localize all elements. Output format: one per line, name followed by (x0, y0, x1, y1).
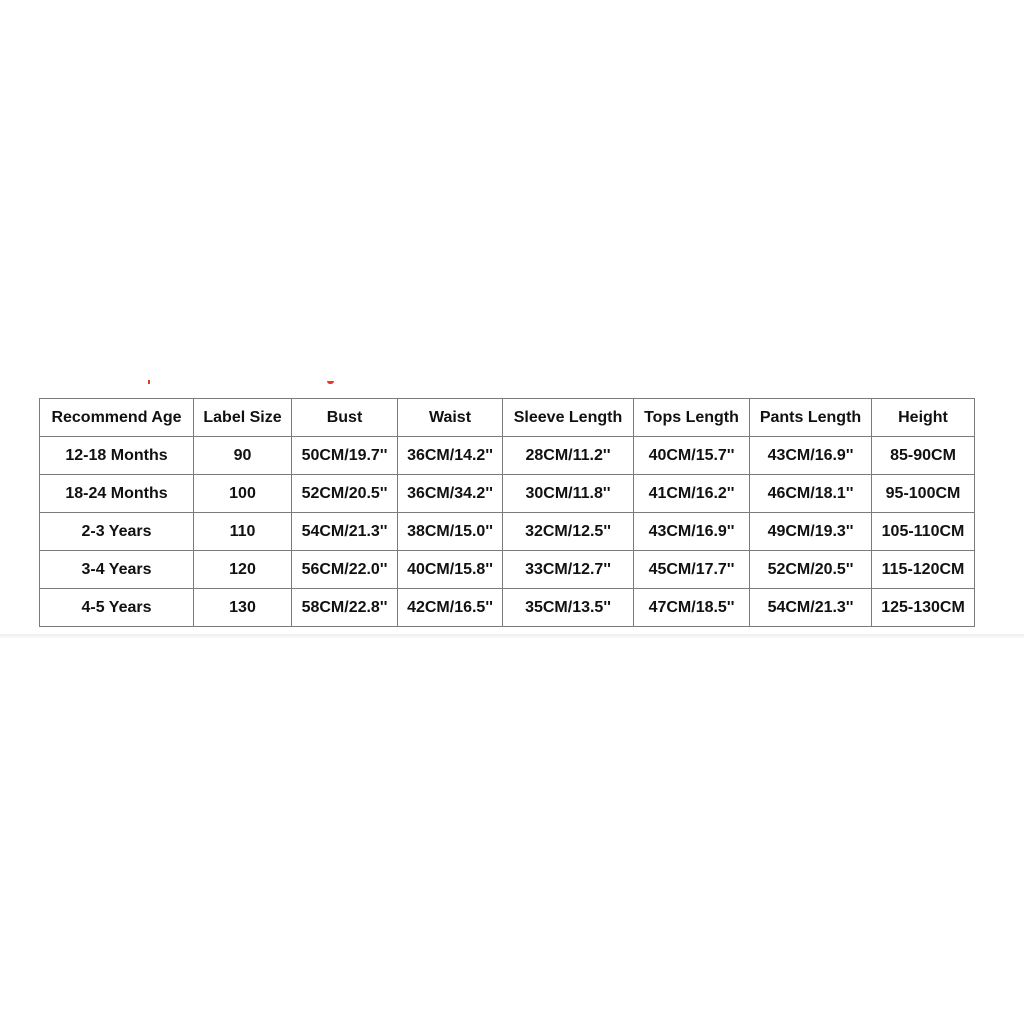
table-cell: 85-90CM (872, 437, 975, 475)
table-cell: 38CM/15.0'' (398, 513, 503, 551)
table-cell: 40CM/15.8'' (398, 551, 503, 589)
table-cell: 47CM/18.5'' (634, 589, 750, 627)
table-cell: 12-18 Months (40, 437, 194, 475)
header-cell: Waist (398, 399, 503, 437)
table-cell: 33CM/12.7'' (503, 551, 634, 589)
table-cell: 130 (194, 589, 292, 627)
table-cell: 54CM/21.3'' (750, 589, 872, 627)
table-cell: 45CM/17.7'' (634, 551, 750, 589)
header-cell: Label Size (194, 399, 292, 437)
header-cell: Bust (292, 399, 398, 437)
table-cell: 18-24 Months (40, 475, 194, 513)
table-cell: 125-130CM (872, 589, 975, 627)
table-cell: 110 (194, 513, 292, 551)
table-cell: 58CM/22.8'' (292, 589, 398, 627)
table-row (40, 437, 975, 475)
table-cell: 100 (194, 475, 292, 513)
table-row (40, 475, 975, 513)
header-cell: Sleeve Length (503, 399, 634, 437)
red-text-fragment (148, 380, 150, 384)
table-cell: 36CM/14.2'' (398, 437, 503, 475)
table-cell: 36CM/34.2'' (398, 475, 503, 513)
table-cell: 3-4 Years (40, 551, 194, 589)
table-cell: 35CM/13.5'' (503, 589, 634, 627)
table-cell: 30CM/11.8'' (503, 475, 634, 513)
page-divider (0, 634, 1024, 638)
header-cell: Height (872, 399, 975, 437)
table-cell: 54CM/21.3'' (292, 513, 398, 551)
table-cell: 4-5 Years (40, 589, 194, 627)
table-cell: 40CM/15.7'' (634, 437, 750, 475)
table-cell: 90 (194, 437, 292, 475)
header-row (40, 399, 975, 437)
table-cell: 115-120CM (872, 551, 975, 589)
table-cell: 43CM/16.9'' (750, 437, 872, 475)
table-row (40, 513, 975, 551)
table-cell: 120 (194, 551, 292, 589)
table-cell: 105-110CM (872, 513, 975, 551)
table-cell: 46CM/18.1'' (750, 475, 872, 513)
table-cell: 50CM/19.7'' (292, 437, 398, 475)
table-cell: 41CM/16.2'' (634, 475, 750, 513)
table-cell: 52CM/20.5'' (292, 475, 398, 513)
table-row (40, 589, 975, 627)
table-cell: 2-3 Years (40, 513, 194, 551)
table-row (40, 551, 975, 589)
header-cell: Pants Length (750, 399, 872, 437)
table-cell: 95-100CM (872, 475, 975, 513)
table-cell: 42CM/16.5'' (398, 589, 503, 627)
header-cell: Tops Length (634, 399, 750, 437)
table-cell: 49CM/19.3'' (750, 513, 872, 551)
table-cell: 52CM/20.5'' (750, 551, 872, 589)
header-cell: Recommend Age (40, 399, 194, 437)
table-cell: 43CM/16.9'' (634, 513, 750, 551)
size-chart-table (39, 398, 975, 627)
table-cell: 32CM/12.5'' (503, 513, 634, 551)
red-text-fragment (327, 381, 334, 384)
table-cell: 28CM/11.2'' (503, 437, 634, 475)
table-cell: 56CM/22.0'' (292, 551, 398, 589)
